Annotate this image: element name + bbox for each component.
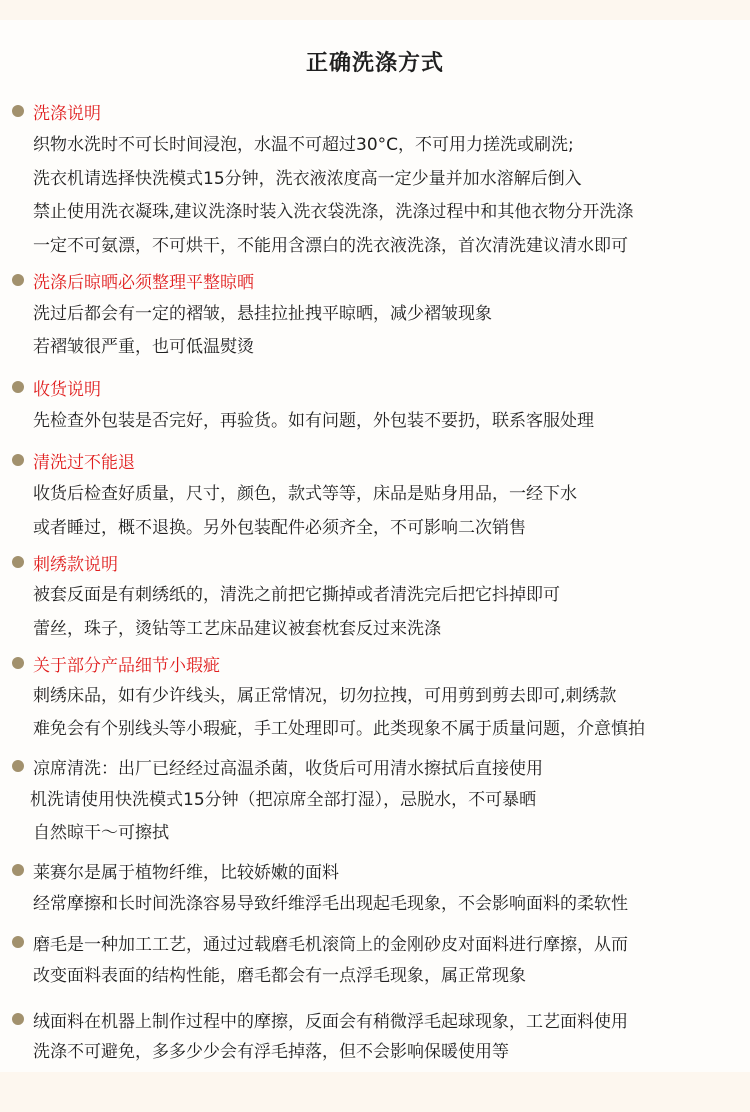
heading-text: 刺绣款说明 [33, 554, 118, 575]
heading-text: 收货说明 [33, 379, 101, 400]
heading-text: 莱赛尔是属于植物纤维，比较娇嫩的面料 [33, 862, 339, 883]
heading-drying [12, 268, 254, 292]
heading-text: 洗涤说明 [33, 103, 101, 124]
heading-embroidery [12, 550, 118, 574]
heading-brushed [12, 930, 628, 954]
heading-minor-flaws [12, 651, 220, 675]
bullet-icon [12, 936, 24, 948]
text-line: 禁止使用洗衣凝珠,建议洗涤时装入洗衣袋洗涤，洗涤过程中和其他衣物分开洗涤 [33, 202, 634, 222]
text-line: 洗衣机请选择快洗模式15分钟，洗衣液浓度高一定少量并加水溶解后倒入 [33, 169, 582, 189]
bullet-icon [12, 105, 24, 117]
heading-receiving [12, 375, 101, 399]
text-line: 若褶皱很严重，也可低温熨烫 [33, 337, 254, 357]
bullet-icon [12, 274, 24, 286]
bullet-icon [12, 657, 24, 669]
text-line: 刺绣床品，如有少许线头，属正常情况，切勿拉拽，可用剪到剪去即可,刺绣款 [33, 686, 617, 706]
text-line: 织物水洗时不可长时间浸泡，水温不可超过30°C，不可用力搓洗或刷洗; [33, 135, 574, 155]
heading-wash-instructions [12, 99, 101, 123]
heading-text: 磨毛是一种加工工艺，通过过载磨毛机滚筒上的金刚砂皮对面料进行摩擦，从而 [33, 934, 628, 955]
text-line: 洗涤不可避免，多多少少会有浮毛掉落，但不会影响保暖使用等 [33, 1042, 509, 1062]
text-line: 难免会有个别线头等小瑕疵，手工处理即可。此类现象不属于质量问题，介意慎拍 [33, 719, 645, 739]
bullet-icon [12, 454, 24, 466]
heading-text: 清洗过不能退 [33, 452, 135, 473]
heading-text: 洗涤后晾晒必须整理平整晾晒 [33, 272, 254, 293]
bullet-icon [12, 760, 24, 772]
care-instructions-page [0, 20, 750, 1072]
text-line: 洗过后都会有一定的褶皱，悬挂拉扯拽平晾晒，减少褶皱现象 [33, 304, 492, 324]
heading-text: 凉席清洗：出厂已经经过高温杀菌，收货后可用清水擦拭后直接使用 [33, 758, 543, 779]
text-line: 一定不可氨漂，不可烘干，不能用含漂白的洗衣液洗涤，首次清洗建议清水即可 [33, 236, 628, 256]
text-line: 自然晾干～可擦拭 [33, 823, 169, 843]
bullet-icon [12, 381, 24, 393]
text-line: 机洗请使用快洗模式15分钟（把凉席全部打湿），忌脱水，不可暴晒 [30, 790, 537, 810]
heading-mat-cleaning [12, 754, 543, 778]
heading-velvet [12, 1007, 628, 1031]
heading-text: 关于部分产品细节小瑕疵 [33, 655, 220, 676]
bullet-icon [12, 1013, 24, 1025]
text-line: 改变面料表面的结构性能，磨毛都会有一点浮毛现象，属正常现象 [33, 966, 526, 986]
text-line: 蕾丝，珠子，烫钻等工艺床品建议被套枕套反过来洗涤 [33, 619, 441, 639]
text-line: 被套反面是有刺绣纸的，清洗之前把它撕掉或者清洗完后把它抖掉即可 [33, 585, 560, 605]
bullet-icon [12, 556, 24, 568]
text-line: 先检查外包装是否完好，再验货。如有问题，外包装不要扔，联系客服处理 [33, 411, 594, 431]
heading-lyocell [12, 858, 339, 882]
page-title: 正确洗涤方式 [305, 51, 444, 76]
heading-no-return [12, 448, 135, 472]
bullet-icon [12, 864, 24, 876]
text-line: 收货后检查好质量，尺寸，颜色，款式等等，床品是贴身用品，一经下水 [33, 484, 577, 504]
text-line: 或者睡过，概不退换。另外包装配件必须齐全，不可影响二次销售 [33, 518, 526, 538]
heading-text: 绒面料在机器上制作过程中的摩擦，反面会有稍微浮毛起球现象，工艺面料使用 [33, 1011, 628, 1032]
text-line: 经常摩擦和长时间洗涤容易导致纤维浮毛出现起毛现象，不会影响面料的柔软性 [33, 894, 628, 914]
